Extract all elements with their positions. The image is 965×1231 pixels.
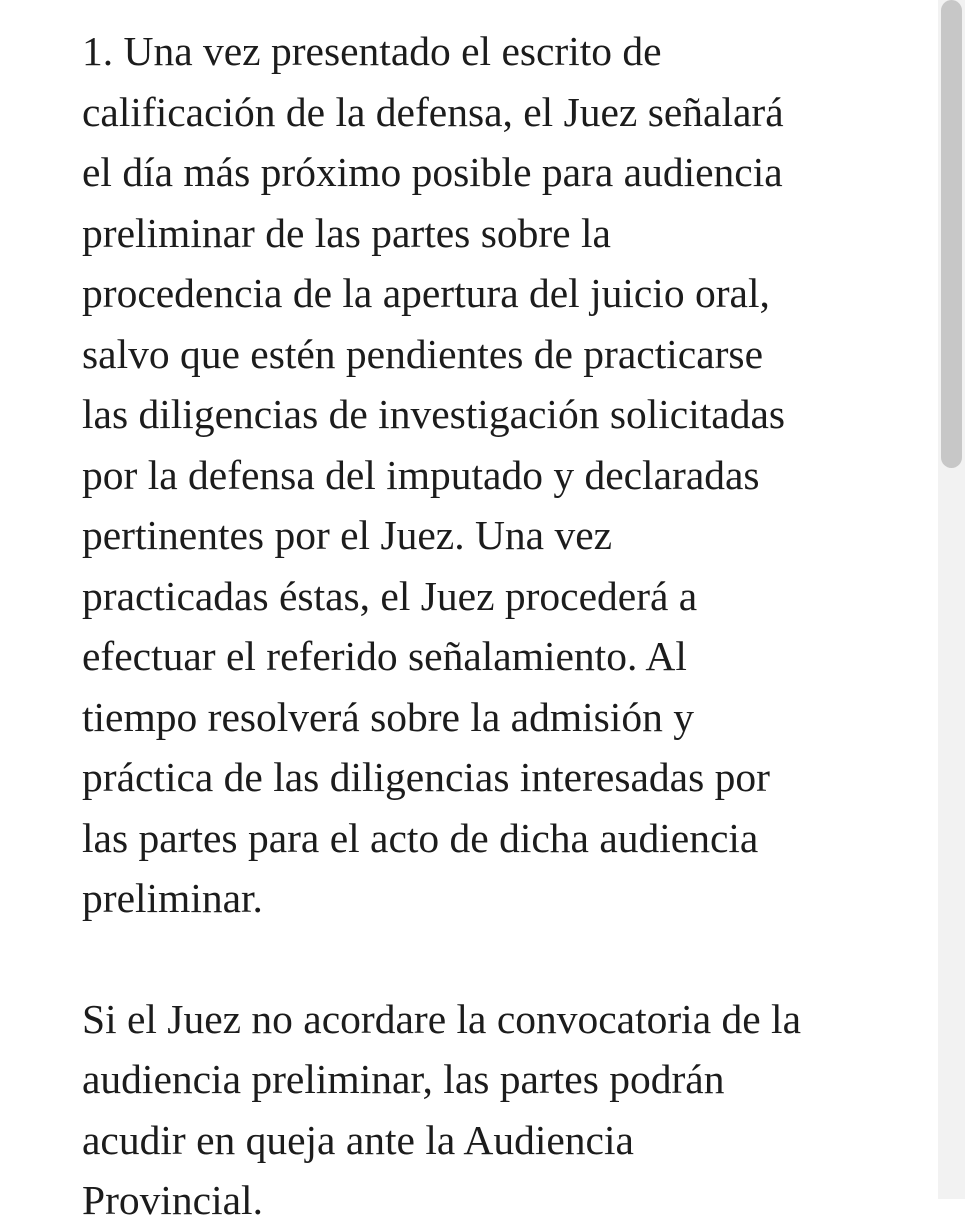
paragraph-spacer bbox=[82, 929, 922, 989]
text-line: las diligencias de investigación solicitadas bbox=[82, 391, 786, 437]
scrollbar-thumb[interactable] bbox=[941, 0, 962, 468]
paragraph-2 bbox=[82, 989, 922, 1231]
text-line: Provincial. bbox=[82, 1177, 263, 1223]
text-line: calificación de la defensa, el Juez señalará bbox=[82, 88, 784, 135]
text-line: practicadas éstas, el Juez procederá a bbox=[82, 572, 698, 619]
text-line: efectuar el referido señalamiento. Al bbox=[82, 633, 687, 679]
text-line: preliminar. bbox=[82, 875, 263, 921]
text-line: salvo que estén pendientes de practicarse bbox=[82, 330, 764, 377]
scrollbar-track[interactable] bbox=[938, 0, 965, 1199]
text-line: pertinentes por el Juez. Una vez bbox=[82, 512, 613, 558]
text-line: acudir en queja ante la Audiencia bbox=[82, 1116, 634, 1163]
text-line: audiencia preliminar, las partes podrán bbox=[82, 1056, 725, 1102]
text-line: práctica de las diligencias interesadas por bbox=[82, 754, 770, 800]
paragraph-1 bbox=[82, 21, 922, 929]
text-line: 1. Una vez presentado el escrito de bbox=[82, 28, 662, 74]
text-line: tiempo resolverá sobre la admisión y bbox=[82, 693, 694, 740]
text-line: preliminar de las partes sobre la bbox=[82, 209, 611, 256]
text-line: Si el Juez no acordare la convocatoria de la bbox=[82, 995, 801, 1042]
text-line: las partes para el acto de dicha audiencia bbox=[82, 814, 759, 861]
text-line: el día más próximo posible para audiencia bbox=[82, 149, 783, 195]
text-line: procedencia de la apertura del juicio oral, bbox=[82, 270, 770, 316]
text-line: por la defensa del imputado y declaradas bbox=[82, 451, 760, 498]
document-body bbox=[82, 21, 922, 1231]
